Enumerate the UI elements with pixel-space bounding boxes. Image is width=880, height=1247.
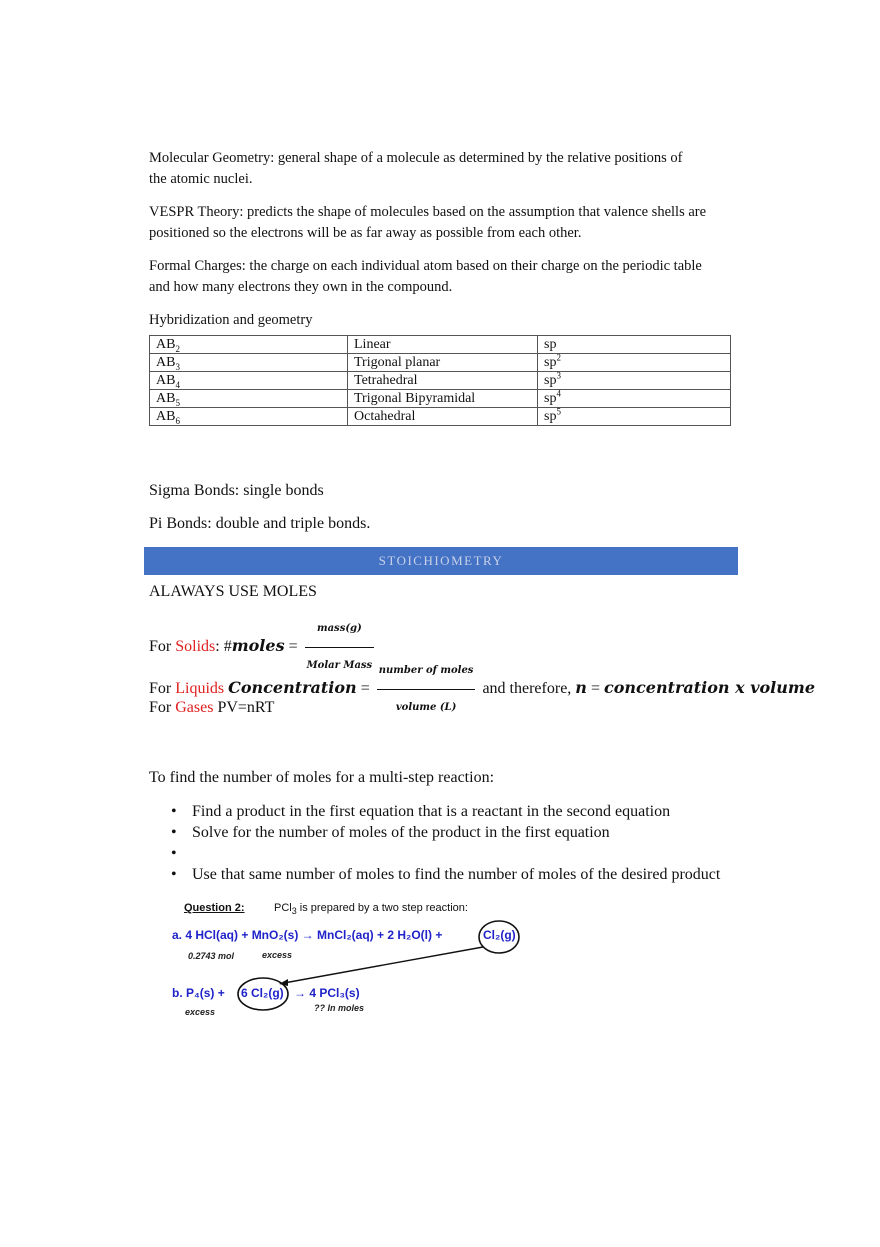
liquids-fraction: $\frac{\text{number of moles}}{\text{volume (L)}}$ — [377, 654, 476, 725]
hybridization-table — [149, 335, 731, 426]
table-cell-geometry: Trigonal planar — [348, 354, 538, 372]
definition-vespr-theory: VESPR Theory: predicts the shape of molecules based on the assumption that valence shells are positioned so the electrons will be as far away as possible from each other. — [149, 204, 707, 241]
table-cell-formula: $AB_5$ — [150, 390, 348, 408]
document-page — [149, 148, 739, 426]
reaction-figure — [160, 895, 810, 1043]
liquids-label: Liquids — [175, 680, 225, 698]
table-row — [150, 354, 731, 372]
table-cell-formula: $AB_4$ — [150, 372, 348, 390]
table-cell-hybridization: $sp^2$ — [538, 354, 731, 372]
equation-a: a. 4 HCl(aq) + MnO₂(s) → MnCl₂(aq) + 2 H₂O(l) + — [172, 928, 443, 942]
table-cell-geometry: Trigonal Bipyramidal — [348, 390, 538, 408]
equation-a-moles: 0.2743 mol — [188, 951, 235, 961]
table-cell-formula: $AB_2$ — [150, 336, 348, 354]
reaction-annotations — [160, 895, 810, 1043]
list-item — [149, 843, 749, 864]
definition-molecular-geometry: Molecular Geometry: general shape of a molecule as determined by the relative positions of the atomic nuclei. — [149, 150, 683, 187]
list-item: • Find a product in the first equation that is a reactant in the second equation — [149, 801, 749, 822]
table-cell-formula: $AB_3$ — [150, 354, 348, 372]
table-cell-formula: $AB_6$ — [150, 408, 348, 426]
gases-label: Gases — [175, 699, 214, 716]
multistep-list — [149, 801, 749, 885]
equation-a-excess: excess — [262, 950, 293, 960]
list-item: • Solve for the number of moles of the product in the first equation — [149, 822, 749, 843]
gases-formula: For Gases PV=nRT — [149, 699, 275, 716]
table-row — [150, 372, 731, 390]
table-cell-hybridization: $sp^3$ — [538, 372, 731, 390]
table-row — [150, 336, 731, 354]
table-cell-geometry: Tetrahedral — [348, 372, 538, 390]
list-item: • Use that same number of moles to find the number of moles of the desired product — [149, 864, 749, 885]
definition-formal-charges: Formal Charges: the charge on each individual atom based on their charge on the periodic table and how many electrons they own in the compound. — [149, 258, 702, 295]
equation-b-excess: excess — [185, 1007, 216, 1017]
question-label: Question 2: — [184, 902, 245, 914]
always-use-moles: ALAWAYS USE MOLES — [149, 583, 317, 600]
table-cell-geometry: Octahedral — [348, 408, 538, 426]
equation-b-unknown: ?? In moles — [314, 1003, 365, 1013]
solids-formula: For Solids: #moles = $\frac{\text{mass(g)}}{\text{Molar Mass}}$ — [149, 612, 377, 683]
table-cell-hybridization: sp — [538, 336, 731, 354]
equation-a-circled-product: Cl₂(g) — [483, 928, 516, 942]
equation-b: b. P₄(s) + — [172, 986, 225, 1000]
section-banner: STOICHIOMETRY — [144, 547, 738, 575]
table-cell-hybridization: $sp^5$ — [538, 408, 731, 426]
table-row — [150, 390, 731, 408]
solids-label: Solids — [175, 638, 216, 656]
table-cell-geometry: Linear — [348, 336, 538, 354]
sigma-bonds-text: Sigma Bonds: single bonds — [149, 482, 324, 499]
pi-bonds-text: Pi Bonds: double and triple bonds. — [149, 515, 371, 532]
multistep-intro: To find the number of moles for a multi-step reaction: — [149, 769, 495, 786]
solids-fraction: $\frac{\text{mass(g)}}{\text{Molar Mass}}$ — [305, 612, 375, 683]
equation-b-product: → 4 PCl₃(s) — [294, 986, 360, 1000]
hybridization-heading: Hybridization and geometry — [149, 312, 313, 328]
equation-b-circled-reactant: 6 Cl₂(g) — [241, 986, 284, 1000]
table-row — [150, 408, 731, 426]
question-description: PCl$_3$ is prepared by a two step reaction: — [274, 902, 468, 917]
connector-arrow — [284, 947, 483, 983]
liquids-formula: For Liquids Concentration = $\frac{\text{number of moles}}{\text{volume (L)}}$ and therefore, n = concentration x volume — [149, 654, 815, 725]
table-cell-hybridization: $sp^4$ — [538, 390, 731, 408]
